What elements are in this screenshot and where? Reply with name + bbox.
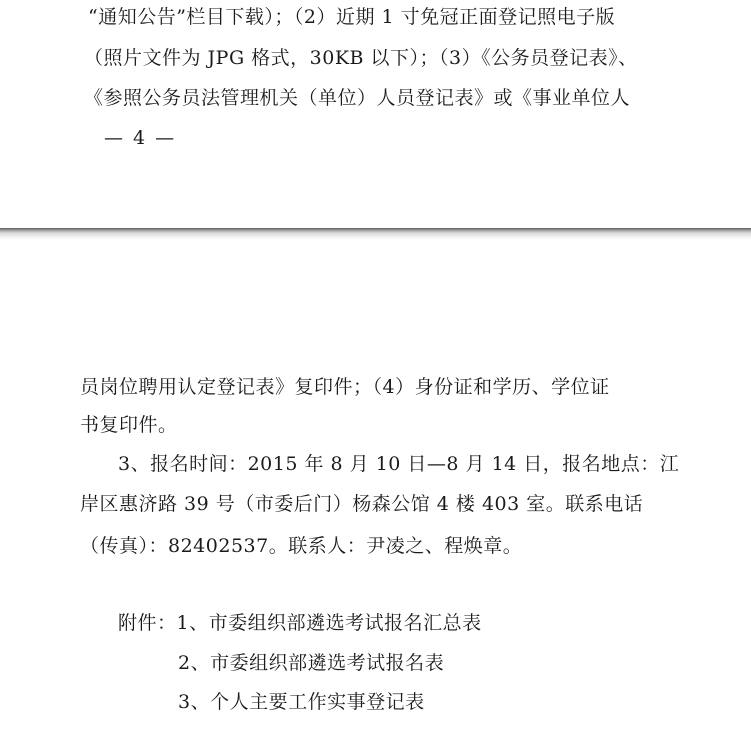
text-line: 3、报名时间：2015 年 8 月 10 日—8 月 14 日，报名地点：江 (118, 453, 680, 475)
page-5 (0, 240, 751, 738)
attachment-item: 附件：1、市委组织部遴选考试报名汇总表 (118, 612, 482, 634)
page-4 (0, 0, 751, 228)
text-line: 《参照公务员法管理机关（单位）人员登记表》或《事业单位人 (84, 87, 631, 109)
text-line: 书复印件。 (80, 414, 178, 436)
text-line: “通知公告”栏目下载）；（2）近期 1 寸免冠正面登记照电子版 (88, 6, 616, 28)
text-line: （传真）：82402537。联系人：尹凌之、程焕章。 (80, 535, 523, 557)
text-line: 岸区惠济路 39 号（市委后门）杨森公馆 4 楼 403 室。联系电话 (80, 493, 644, 515)
page-number: — 4 — (104, 127, 177, 149)
page-separator (0, 228, 751, 240)
text-line: 员岗位聘用认定登记表》复印件；（4）身份证和学历、学位证 (80, 376, 610, 398)
text-line: （照片文件为 JPG 格式，30KB 以下）；（3）《公务员登记表》、 (84, 47, 638, 69)
attachment-item: 2、市委组织部遴选考试报名表 (178, 652, 445, 674)
attachment-item: 3、个人主要工作实事登记表 (178, 691, 425, 713)
